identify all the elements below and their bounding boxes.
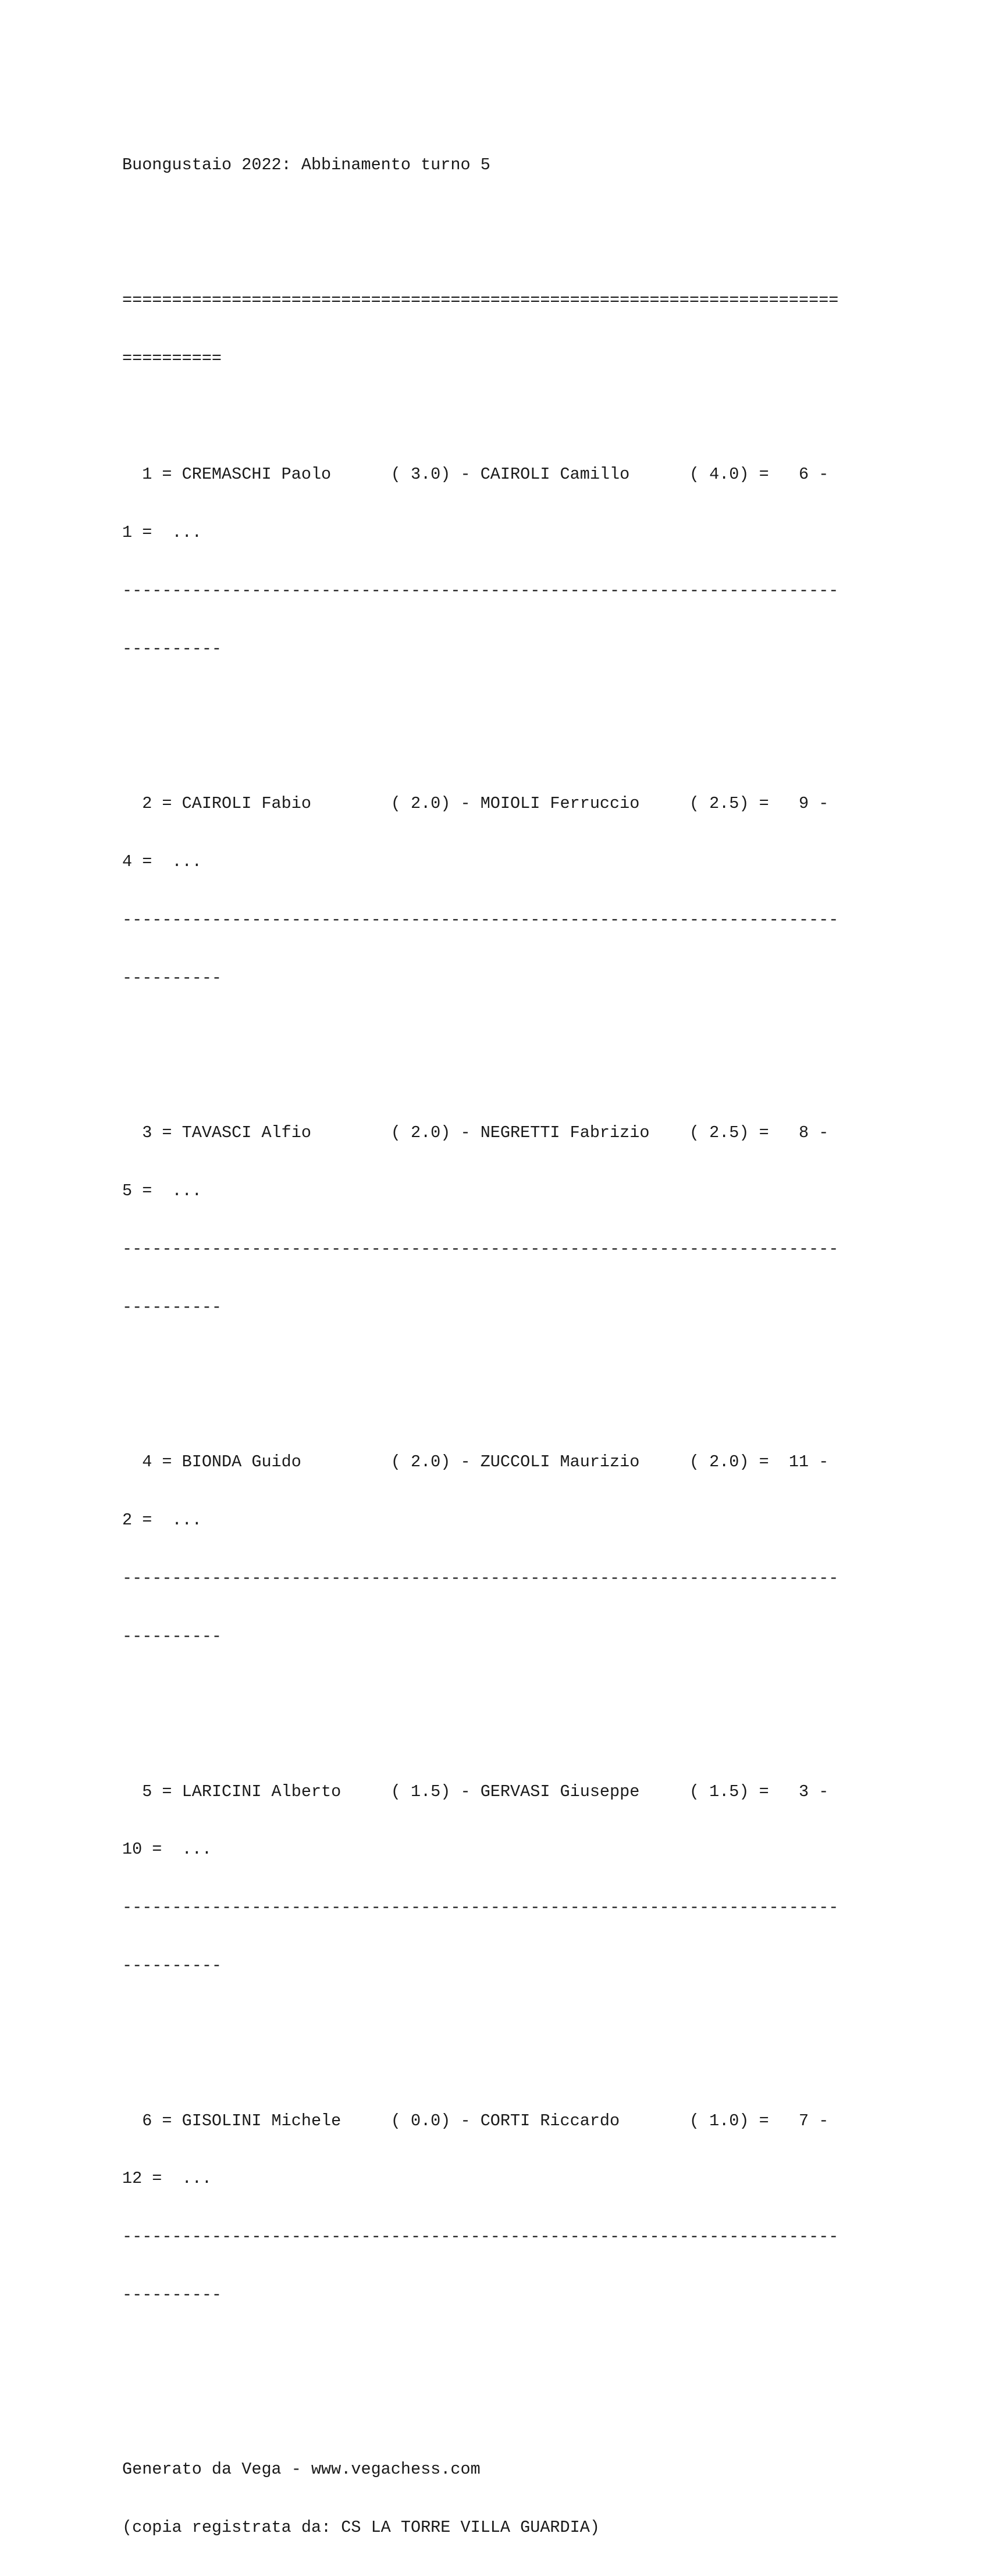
single-rule-continuation: ---------- xyxy=(122,1298,222,1317)
single-rule: ------------------------------------------------------------------------ xyxy=(122,1898,839,1918)
page-title: Buongustaio 2022: Abbinamento turno 5 xyxy=(122,155,490,174)
single-rule: ------------------------------------------------------------------------ xyxy=(122,581,839,601)
pairing-row-2 xyxy=(122,756,890,1027)
pairing-line: 6 = GISOLINI Michele ( 0.0) - CORTI Riccardo ( 1.0) = 7 - xyxy=(122,2111,829,2130)
pairing-row-5 xyxy=(122,1743,890,2014)
footer-generated: Generato da Vega - www.vegachess.com xyxy=(122,2459,481,2479)
single-rule-continuation: ---------- xyxy=(122,1627,222,1647)
pairing-line-continuation: 1 = ... xyxy=(122,523,202,543)
pairing-row-1 xyxy=(122,426,890,697)
spacer xyxy=(122,2402,890,2421)
double-rule: ======================================================================== xyxy=(122,290,839,310)
single-rule-continuation: ---------- xyxy=(122,2285,222,2305)
pairing-row-3 xyxy=(122,1085,890,1356)
pairing-line: 1 = CREMASCHI Paolo ( 3.0) - CAIROLI Camillo ( 4.0) = 6 - xyxy=(122,465,829,484)
spacer xyxy=(122,213,890,232)
single-rule: ------------------------------------------------------------------------ xyxy=(122,1239,839,1259)
pairing-line: 4 = BIONDA Guido ( 2.0) - ZUCCOLI Maurizio ( 2.0) = 11 - xyxy=(122,1452,829,1472)
single-rule-continuation: ---------- xyxy=(122,1956,222,1976)
pairing-line-continuation: 5 = ... xyxy=(122,1181,202,1201)
single-rule: ------------------------------------------------------------------------ xyxy=(122,1569,839,1588)
pairing-line-continuation: 12 = ... xyxy=(122,2169,212,2189)
pairing-line: 2 = CAIROLI Fabio ( 2.0) - MOIOLI Ferruccio ( 2.5) = 9 - xyxy=(122,794,829,814)
pairing-line-continuation: 2 = ... xyxy=(122,1510,202,1530)
pairing-line-continuation: 10 = ... xyxy=(122,1840,212,1859)
footer-registered: (copia registrata da: CS LA TORRE VILLA GUARDIA) xyxy=(122,2517,600,2537)
pairing-row-4 xyxy=(122,1414,890,1685)
pairing-line-continuation: 4 = ... xyxy=(122,852,202,872)
pairing-line: 3 = TAVASCI Alfio ( 2.0) - NEGRETTI Fabrizio ( 2.5) = 8 - xyxy=(122,1123,829,1143)
single-rule: ------------------------------------------------------------------------ xyxy=(122,2227,839,2247)
single-rule-continuation: ---------- xyxy=(122,639,222,659)
pairing-line: 5 = LARICINI Alberto ( 1.5) - GERVASI Giuseppe ( 1.5) = 3 - xyxy=(122,1782,829,1801)
double-rule-continuation: ========== xyxy=(122,348,222,368)
single-rule-continuation: ---------- xyxy=(122,968,222,988)
single-rule: ------------------------------------------------------------------------ xyxy=(122,910,839,930)
pairing-row-6 xyxy=(122,2072,890,2343)
pairing-document xyxy=(122,116,890,2576)
